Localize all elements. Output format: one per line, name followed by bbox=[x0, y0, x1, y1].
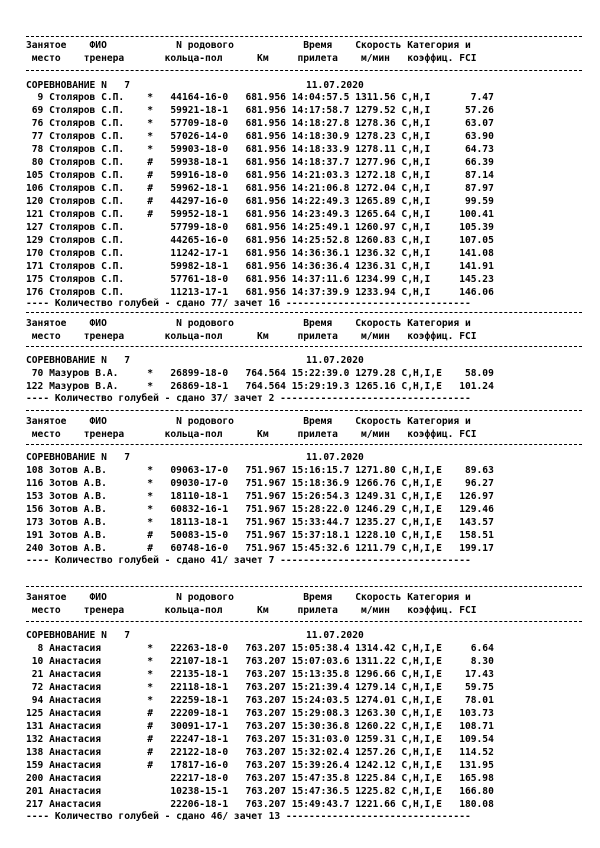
header-line-1: Занятое ФИО N родового Время Скорость Категория и bbox=[26, 40, 471, 51]
table-row: 127 Столяров С.П. 57799-18-0 681.956 14:25:49.1 1260.97 C,H,I 105.39 bbox=[26, 222, 494, 233]
table-row: 125 Анастасия # 22209-18-1 763.207 15:29:08.3 1263.30 C,H,I,E 103.73 bbox=[26, 708, 494, 719]
header-line-1: Занятое ФИО N родового Время Скорость Категория и bbox=[26, 318, 471, 329]
competition-date: 11.07.2020 bbox=[306, 355, 364, 366]
table-row: 132 Анастасия # 22247-18-1 763.207 15:31:03.0 1259.31 C,H,I,E 109.54 bbox=[26, 734, 494, 745]
table-row: 138 Анастасия # 22122-18-0 763.207 15:32:02.4 1257.26 C,H,I,E 114.52 bbox=[26, 747, 494, 758]
top-rule bbox=[26, 36, 582, 37]
competition-title: СОРЕВНОВАНИЕ N 7 bbox=[26, 355, 130, 366]
table-row: 70 Мазуров В.А. * 26899-18-0 764.564 15:22:39.0 1279.28 C,H,I,E 58.09 bbox=[26, 368, 494, 379]
table-row: 108 Зотов А.В. * 09063-17-0 751.967 15:16:15.7 1271.80 C,H,I,E 89.63 bbox=[26, 465, 494, 476]
table-row: 129 Столяров С.П. 44265-16-0 681.956 14:25:52.8 1260.83 C,H,I 107.05 bbox=[26, 235, 494, 246]
table-row: 201 Анастасия 10238-15-1 763.207 15:47:36.5 1225.82 C,H,I,E 166.80 bbox=[26, 786, 494, 797]
competition-date: 11.07.2020 bbox=[306, 80, 364, 91]
section-2-top-rule bbox=[26, 312, 582, 313]
table-row: 106 Столяров С.П. # 59962-18-1 681.956 14:21:06.8 1272.04 C,H,I 87.97 bbox=[26, 183, 494, 194]
competition-title: СОРЕВНОВАНИЕ N 7 bbox=[26, 452, 130, 463]
table-row: 153 Зотов А.В. * 18110-18-1 751.967 15:26:54.3 1249.31 C,H,I,E 126.97 bbox=[26, 491, 494, 502]
table-row: 116 Зотов А.В. * 09030-17-0 751.967 15:18:36.9 1266.76 C,H,I,E 96.27 bbox=[26, 478, 494, 489]
header-line-2: место тренера кольца-пол Км прилета м/мин коэффиц. FCI bbox=[26, 331, 477, 342]
table-row: 77 Столяров С.П. * 57026-14-0 681.956 14:18:30.9 1278.23 C,H,I 63.90 bbox=[26, 131, 494, 142]
section-2-footer: ---- Количество голубей - сдано 37/ зачет 2 --------------------------------- bbox=[26, 393, 471, 404]
table-row: 8 Анастасия * 22263-18-0 763.207 15:05:38.4 1314.42 C,H,I,E 6.64 bbox=[26, 643, 494, 654]
header-rule bbox=[26, 444, 582, 445]
table-row: 191 Зотов А.В. # 50083-15-0 751.967 15:37:18.1 1228.10 C,H,I,E 158.51 bbox=[26, 530, 494, 541]
table-row: 200 Анастасия 22217-18-0 763.207 15:47:35.8 1225.84 C,H,I,E 165.98 bbox=[26, 773, 494, 784]
table-row: 217 Анастасия 22206-18-1 763.207 15:49:43.7 1221.66 C,H,I,E 180.08 bbox=[26, 799, 494, 810]
section-3-top-rule bbox=[26, 410, 582, 411]
table-row: 9 Столяров С.П. * 44164-16-0 681.956 14:04:57.5 1311.56 C,H,I 7.47 bbox=[26, 92, 494, 103]
header-line-1: Занятое ФИО N родового Время Скорость Категория и bbox=[26, 416, 471, 427]
header-line-2: место тренера кольца-пол Км прилета м/мин коэффиц. FCI bbox=[26, 429, 477, 440]
table-row: 122 Мазуров В.А. * 26869-18-1 764.564 15:29:19.3 1265.16 C,H,I,E 101.24 bbox=[26, 381, 494, 392]
table-row: 170 Столяров С.П. 11242-17-1 681.956 14:36:36.1 1236.32 C,H,I 141.08 bbox=[26, 248, 494, 259]
section-3-footer: ---- Количество голубей - сдано 41/ зачет 7 --------------------------------- bbox=[26, 555, 471, 566]
section-4-top-rule bbox=[26, 586, 582, 587]
table-row: 176 Столяров С.П. 11213-17-1 681.956 14:37:39.9 1233.94 C,H,I 146.06 bbox=[26, 287, 494, 298]
header-line-1: Занятое ФИО N родового Время Скорость Категория и bbox=[26, 592, 471, 603]
competition-date: 11.07.2020 bbox=[306, 452, 364, 463]
table-row: 76 Столяров С.П. * 57709-18-0 681.956 14:18:27.8 1278.36 C,H,I 63.07 bbox=[26, 118, 494, 129]
competition-title: СОРЕВНОВАНИЕ N 7 bbox=[26, 80, 130, 91]
table-row: 105 Столяров С.П. # 59916-18-0 681.956 14:21:03.3 1272.18 C,H,I 87.14 bbox=[26, 170, 494, 181]
table-row: 173 Зотов А.В. * 18113-18-1 751.967 15:33:44.7 1235.27 C,H,I,E 143.57 bbox=[26, 517, 494, 528]
section-1-footer: ---- Количество голубей - сдано 77/ зачет 16 -------------------------------- bbox=[26, 298, 471, 309]
table-row: 80 Столяров С.П. # 59938-18-1 681.956 14:18:37.7 1277.96 C,H,I 66.39 bbox=[26, 157, 494, 168]
table-row: 171 Столяров С.П. 59982-18-1 681.956 14:36:36.4 1236.31 C,H,I 141.91 bbox=[26, 261, 494, 272]
competition-title: СОРЕВНОВАНИЕ N 7 bbox=[26, 630, 130, 641]
table-row: 156 Зотов А.В. * 60832-16-1 751.967 15:28:22.0 1246.29 C,H,I,E 129.46 bbox=[26, 504, 494, 515]
header-rule bbox=[26, 621, 582, 622]
header-rule bbox=[26, 346, 582, 347]
table-row: 175 Столяров С.П. 57761-18-0 681.956 14:37:11.6 1234.99 C,H,I 145.23 bbox=[26, 274, 494, 285]
competition-date: 11.07.2020 bbox=[306, 630, 364, 641]
table-row: 78 Столяров С.П. * 59903-18-0 681.956 14:18:33.9 1278.11 C,H,I 64.73 bbox=[26, 144, 494, 155]
section-4-footer: ---- Количество голубей - сдано 46/ зачет 13 -------------------------------- bbox=[26, 811, 471, 822]
table-row: 69 Столяров С.П. * 59921-18-1 681.956 14:17:58.7 1279.52 C,H,I 57.26 bbox=[26, 105, 494, 116]
table-row: 159 Анастасия # 17817-16-0 763.207 15:39:26.4 1242.12 C,H,I,E 131.95 bbox=[26, 760, 494, 771]
table-row: 21 Анастасия * 22135-18-1 763.207 15:13:35.8 1296.66 C,H,I,E 17.43 bbox=[26, 669, 494, 680]
table-row: 94 Анастасия * 22259-18-1 763.207 15:24:03.5 1274.01 C,H,I,E 78.01 bbox=[26, 695, 494, 706]
table-row: 240 Зотов А.В. # 60748-16-0 751.967 15:45:32.6 1211.79 C,H,I,E 199.17 bbox=[26, 543, 494, 554]
header-rule bbox=[26, 70, 582, 71]
header-line-2: место тренера кольца-пол Км прилета м/мин коэффиц. FCI bbox=[26, 605, 477, 616]
header-line-2: место тренера кольца-пол Км прилета м/мин коэффиц. FCI bbox=[26, 53, 477, 64]
table-row: 131 Анастасия # 30091-17-1 763.207 15:30:36.8 1260.22 C,H,I,E 108.71 bbox=[26, 721, 494, 732]
table-row: 121 Столяров С.П. # 59952-18-1 681.956 14:23:49.3 1265.64 C,H,I 100.41 bbox=[26, 209, 494, 220]
table-row: 10 Анастасия * 22107-18-1 763.207 15:07:03.6 1311.22 C,H,I,E 8.30 bbox=[26, 656, 494, 667]
table-row: 72 Анастасия * 22118-18-1 763.207 15:21:39.4 1279.14 C,H,I,E 59.75 bbox=[26, 682, 494, 693]
table-row: 120 Столяров С.П. # 44297-16-0 681.956 14:22:49.3 1265.89 C,H,I 99.59 bbox=[26, 196, 494, 207]
